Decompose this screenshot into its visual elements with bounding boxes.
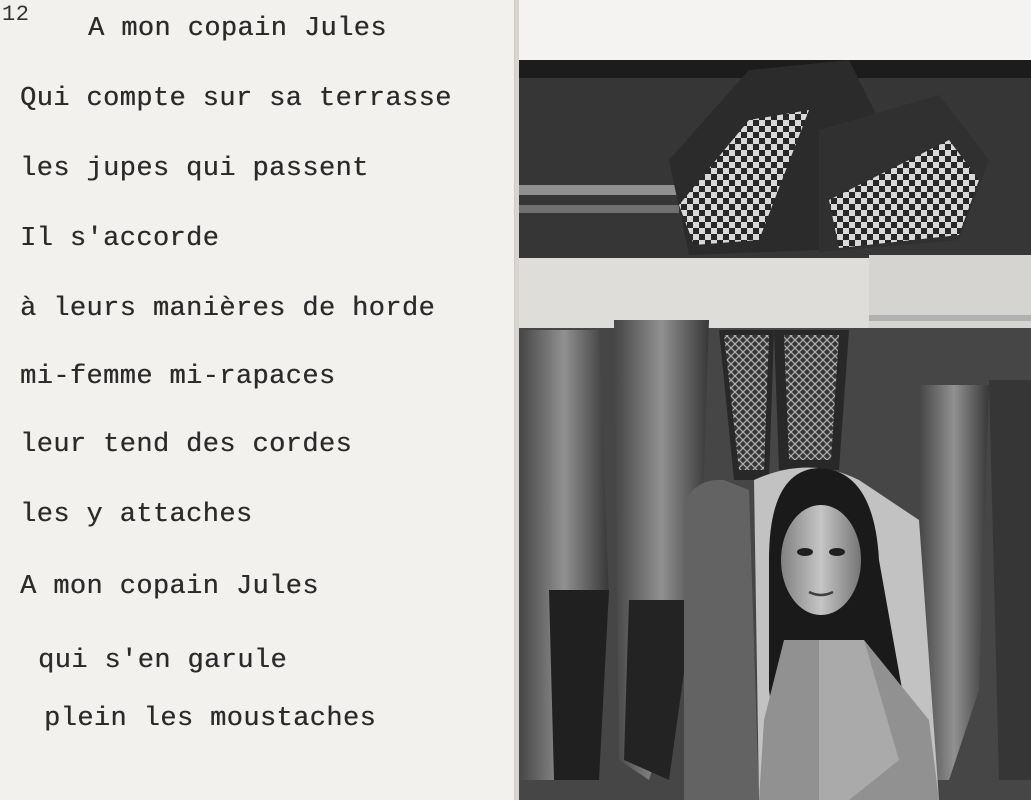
poem-line: plein les moustaches [44, 704, 377, 734]
typewritten-page [0, 0, 515, 800]
poem-line: A mon copain Jules [88, 14, 387, 44]
poem-line: à leurs manières de horde [20, 294, 436, 324]
photo-collage-icon [519, 0, 1031, 800]
poem-line: leur tend des cordes [20, 430, 353, 460]
poem-line: les y attaches [20, 500, 253, 530]
poem-line: Il s'accorde [20, 224, 220, 254]
poem-line: A mon copain Jules [20, 572, 319, 602]
poem-line: mi-femme mi-rapaces [20, 362, 336, 392]
photo-collage [519, 0, 1031, 800]
poem-line: Qui compte sur sa terrasse [20, 84, 452, 114]
poem-line: les jupes qui passent [20, 154, 369, 184]
poem-line: qui s'en garule [38, 646, 288, 676]
page-number: 12 [2, 2, 30, 27]
